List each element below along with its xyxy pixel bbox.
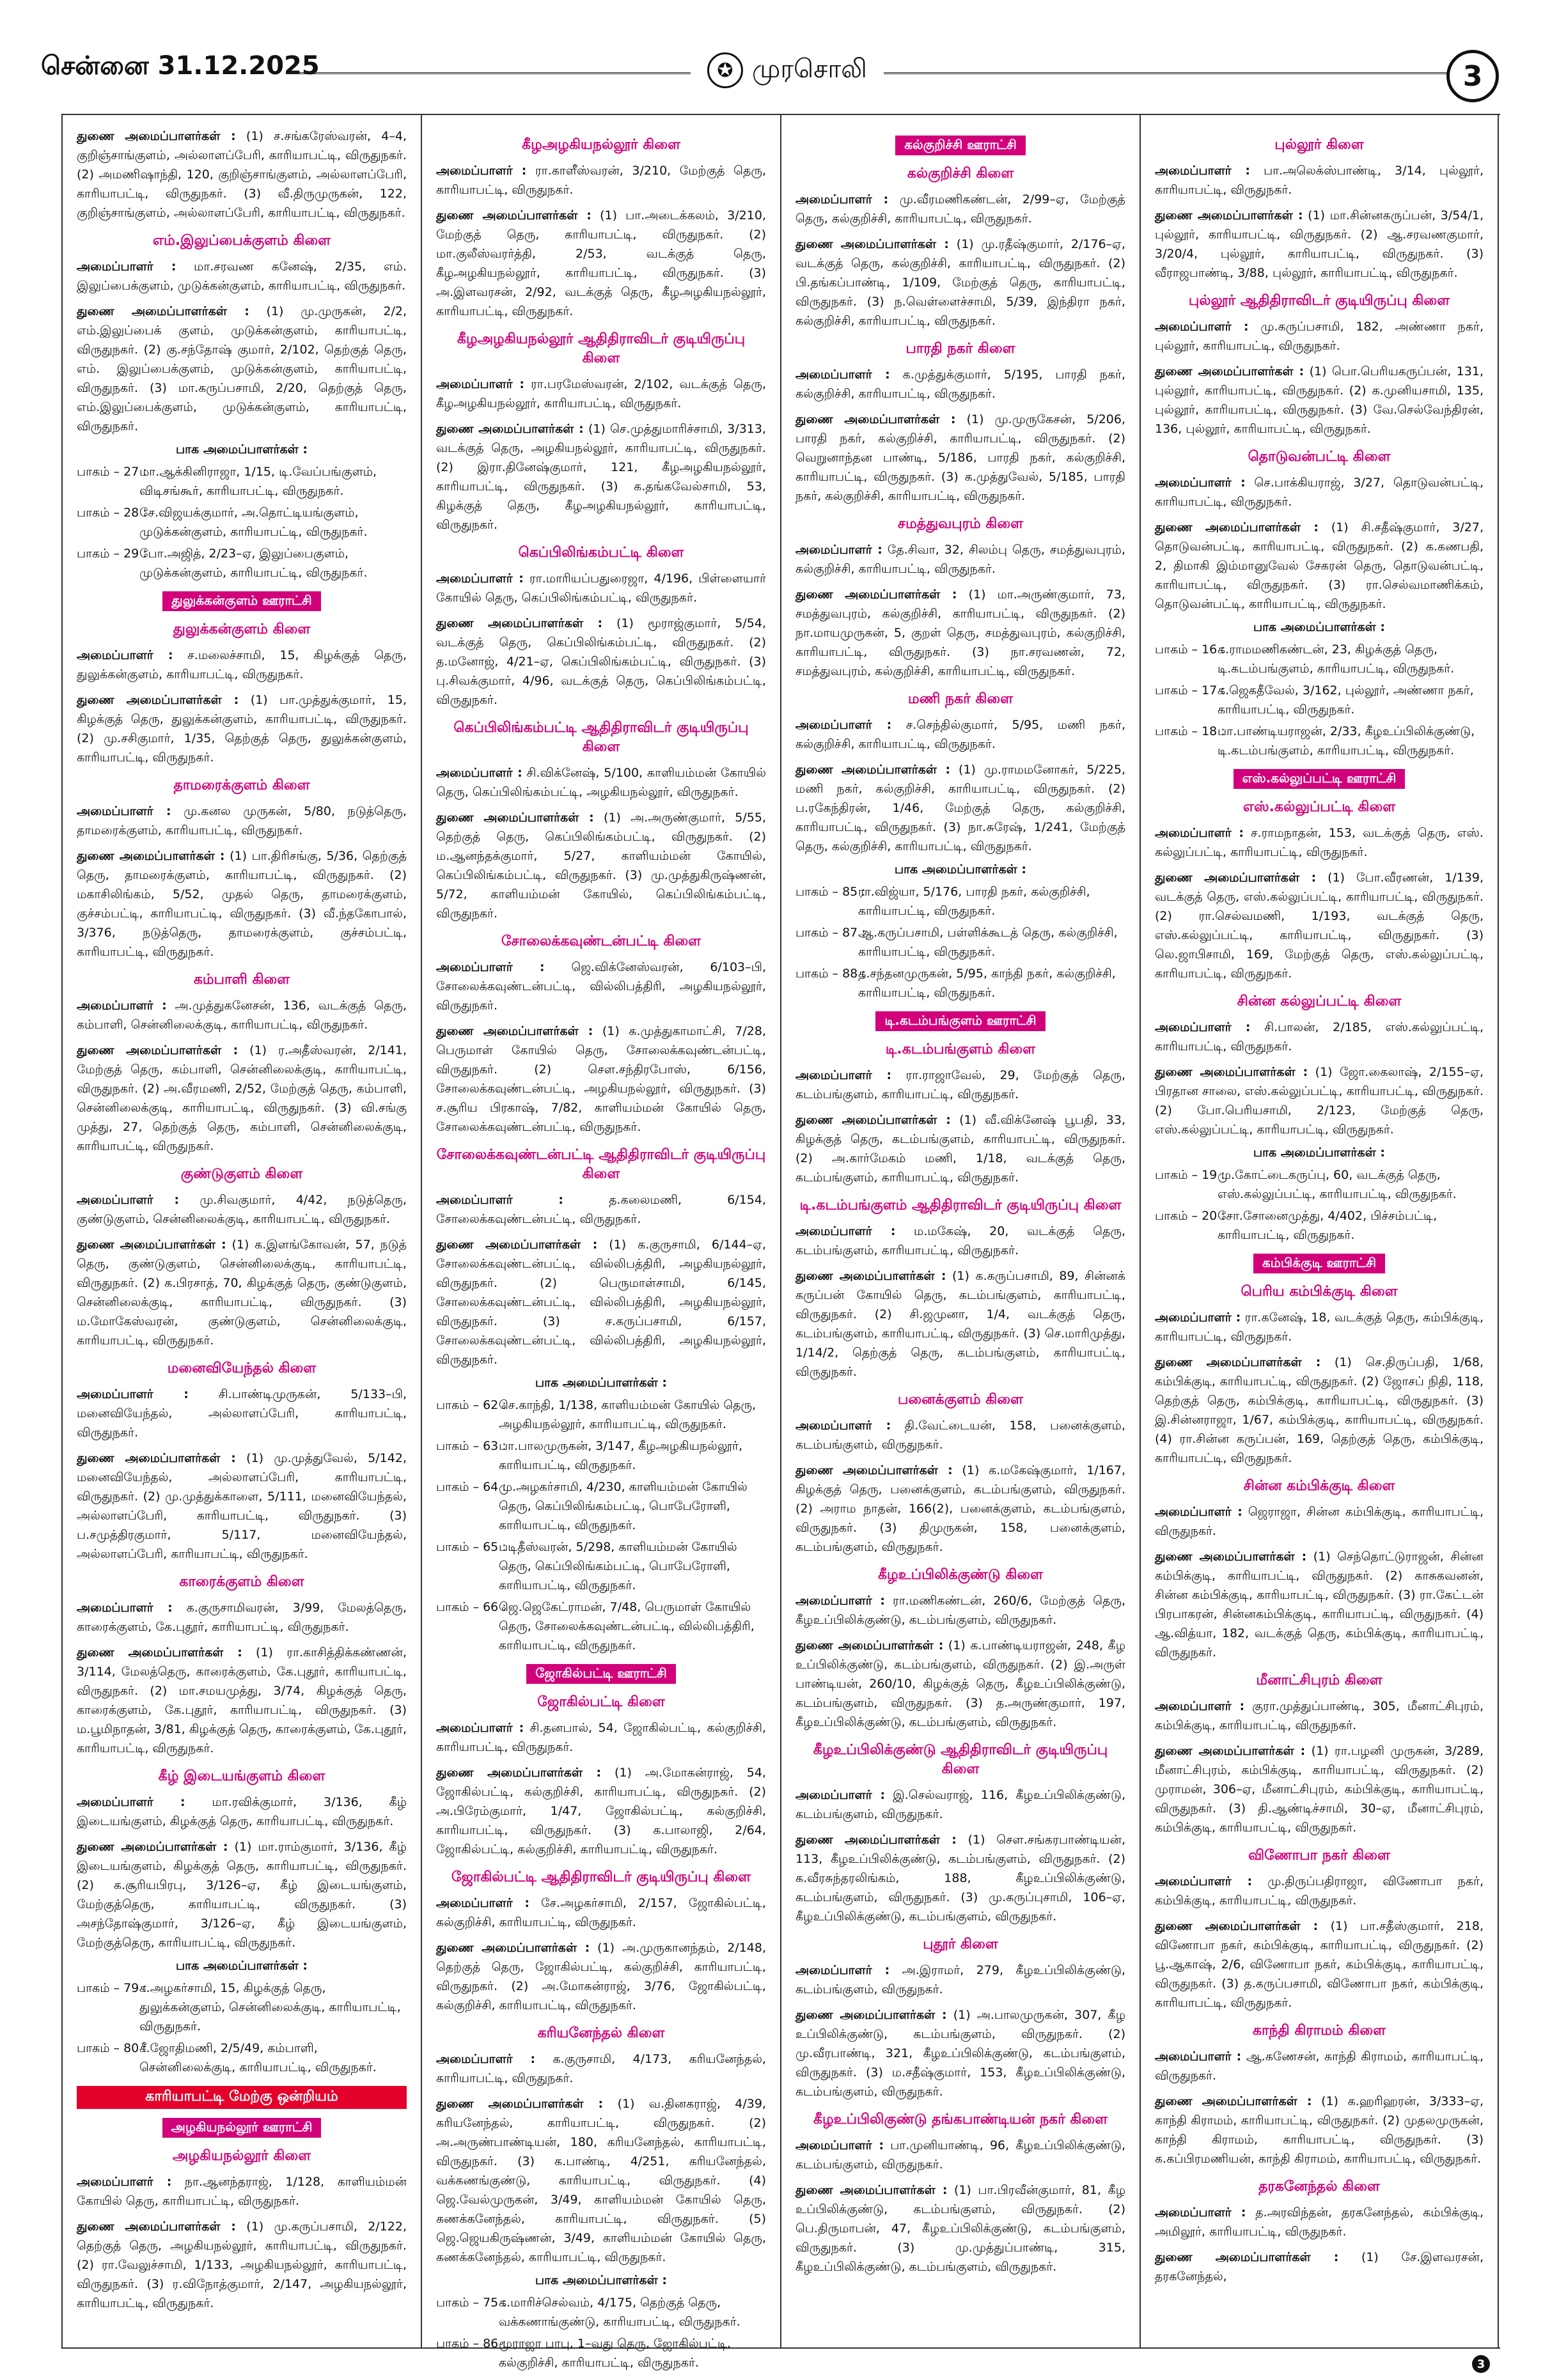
list-item: துணை அமைப்பாளர்கள் : (1) பொ.பெரியகருப்பன், 131, புல்லூர், காரியாபட்டி, விருதுநகர். (2) க.முனியசாமி, 135, புல்லூர், காரியாபட்டி, விருதுநகர். (3) வே.செல்வேந்திரன், 136, புல்லூர், காரியாபட்டி, விருதுநகர். bbox=[1155, 364, 1484, 436]
branch-heading: மனைவியேந்தல் கிளை bbox=[167, 1360, 317, 1376]
list-item: அமைப்பாளர் : ரா.மணிகண்டன், 260/6, மேற்குத் தெரு, கீழஉப்பிலிக்குண்டு, கடம்பங்குளம், விருதுநகர். bbox=[795, 1594, 1126, 1627]
paper-brand bbox=[691, 52, 884, 88]
branch-heading: தாமரைக்குளம் கிளை bbox=[173, 777, 310, 793]
part-row: பாகம் – 64 : மு.அழகர்சாமி, 4/230, காளியம்மன் கோயில் தெரு, கெப்பிலிங்கம்பட்டி, பொபேரோளி, காரியாபட்டி, விருதுநகர். bbox=[436, 1480, 748, 1532]
list-item: அமைப்பாளர் : அ.இராமர், 279, கீழஉப்பிலிக்குண்டு, கடம்பங்குளம், விருதுநகர். bbox=[795, 1963, 1125, 1996]
panchayat-banner: டி.கடம்பங்குளம் ஊராட்சி bbox=[795, 1011, 1125, 1031]
list-item: அமைப்பாளர் : த.அரவிந்தன், தரகனேந்தல், கம்பிக்குடி, அமிலூர், காரியாபட்டி, விருதுநகர். bbox=[1155, 2205, 1484, 2239]
list-item: துணை அமைப்பாளர்கள் : (1) மா.ராம்குமார், 3/136, கீழ் இடையங்குளம், கிழக்குத் தெரு, காரியாபட்டி, விருதுநகர். (2) க.சூரியபிரபு, 3/126–ஏ, கீழ் இடையங்குளம், மேற்குத்தெரு, காரியாபட்டி, விருதுநகர். (3) அசந்தோஷ்குமார், 3/126–ஏ, கீழ் இடையங்குளம், மேற்குத்தெரு, காரியாபட்டி, விருதுநகர். bbox=[77, 1840, 407, 1950]
branch-heading: சோலைக்கவுண்டன்பட்டி கிளை bbox=[501, 933, 701, 949]
list-item: அமைப்பாளர் : தே.சிவா, 32, சிலம்பு தெரு, சமத்துவபுரம், கல்குறிச்சி, காரியாபட்டி, விருதுநகர். bbox=[795, 543, 1126, 576]
branch-heading: சின்ன கம்பிக்குடி கிளை bbox=[1243, 1478, 1395, 1494]
branch-heading: பனைக்குளம் கிளை bbox=[898, 1392, 1023, 1408]
branch-heading: கம்பாளி கிளை bbox=[193, 972, 290, 988]
list-item: துணை அமைப்பாளர்கள் : (1) க.முத்துகாமாட்சி, 7/28, பெருமாள் கோயில் தெரு, சோலைக்கவுண்டன்பட்டி, விருதுநகர். (2) செள.சந்திரபோஸ், 6/156, சோலைக்கவுண்டன்பட்டி, அழகியநல்லூர், விருதுநகர். (3) ச.சூரிய பிரகாஷ், 7/82, காளியம்மன் கோயில் தெரு, சோலைக்கவுண்டன்பட்டி, விருதுநகர். bbox=[436, 1024, 767, 1134]
list-item: துணை அமைப்பாளர்கள் : (1) மு.முத்துவேல், 5/142, மனைவியேந்தல், அல்லாளப்பேரி, காரியாபட்டி, விருதுநகர். (2) மு.முத்துக்காளை, 5/111, மனைவியேந்தல், அல்லாளப்பேரி, காரியாபட்டி, விருதுநகர். (3) ப.சமுத்திரகுமார், 5/117, மனைவியேந்தல், அல்லாளப்பேரி, காரியாபட்டி, விருதுநகர். bbox=[77, 1451, 407, 1561]
list-item: துணை அமைப்பாளர்கள் : (1) அ.அருண்குமார், 5/55, தெற்குத் தெரு, கெப்பிலிங்கம்பட்டி, விருதுநகர். (2) ம.ஆனந்தக்குமார், 5/27, காளியம்மன் கோயில், கெப்பிலிங்கம்பட்டி, விருதுநகர். (3) மு.முத்துகிருஷ்ணன், 5/72, காளியம்மன் கோயில், கெப்பிலிங்கம்பட்டி, விருதுநகர். bbox=[436, 811, 766, 921]
list-item: துணை அமைப்பாளர்கள் : (1) செள.சங்கரபாண்டியன், 113, கீழஉப்பிலிக்குண்டு, கடம்பங்குளம், விருதுநகர். (2) க.வீரசுந்தரலிங்கம், 188, கீழஉப்பிலிக்குண்டு, கடம்பங்குளம், விருதுநகர். (3) மு.கருப்புசாமி, 106–ஏ, கீழஉப்பிலிக்குண்டு, கடம்பங்குளம், விருதுநகர். bbox=[795, 1833, 1125, 1924]
list-item: துணை அமைப்பாளர்கள் : (1) செ.முத்துமாரிச்சாமி, 3/313, வடக்குத் தெரு, அழகியநல்லூர், காரியாபட்டி, விருதுநகர். (2) இரா.தினேஷ்குமார், 121, கீழஅழகியநல்லூர், காரியாபட்டி, விருதுநகர். (3) க.தங்கவேல்சாமி, 53, கிழக்குத் தெரு, கீழஅழகியநல்லூர், காரியாபட்டி, விருதுநகர். bbox=[436, 422, 766, 532]
list-item: துணை அமைப்பாளர்கள் : (1) ர.அதீஸ்வரன், 2/141, மேற்குத் தெரு, கம்பாளி, சென்னிலைக்குடி, காரியாபட்டி, விருதுநகர். (2) அ.வீரமணி, 2/52, மேற்குத் தெரு, கம்பாளி, சென்னிலைக்குடி, காரியாபட்டி, விருதுநகர். (3) வி.சங்கு முத்து, 27, தெற்குத் தெரு, கம்பாளி, சென்னிலைக்குடி, காரியாபட்டி, விருதுநகர். bbox=[77, 1043, 407, 1153]
branch-heading: கீழ் இடையங்குளம் கிளை bbox=[158, 1768, 325, 1784]
branch-heading: கரியனேந்தல் கிளை bbox=[537, 2025, 665, 2041]
list-item: துணை அமைப்பாளர்கள் : (1) மூராஜ்குமார், 5/54, வடக்குத் தெரு, கெப்பிலிங்கம்பட்டி, விருதுநகர். (2) த.மனோஜ், 4/21–ஏ, கெப்பிலிங்கம்பட்டி, விருதுநகர். (3) பு.சிவக்குமார், 4/96, வடக்குத் தெரு, கெப்பிலிங்கம்பட்டி, விருதுநகர். bbox=[436, 616, 766, 707]
list-item: அமைப்பாளர் : ரா.கனேஷ், 18, வடக்குத் தெரு, கம்பிக்குடி, காரியாபட்டி, விருதுநகர். bbox=[1155, 1311, 1484, 1344]
panchayat-banner: எஸ்.கல்லுப்பட்டி ஊராட்சி bbox=[1155, 769, 1484, 789]
list-item: அமைப்பாளர் : க.குருசாமிவரன், 3/99, மேலத்தெரு, காரைக்குளம், கே.புதூர், காரியாபட்டி, விருதுநகர். bbox=[77, 1601, 407, 1634]
list-item: அமைப்பாளர் : மு.கனல முருகன், 5/80, நடுத்தெரு, தாமரைக்குளம், காரியாபட்டி, விருதுநகர். bbox=[77, 804, 407, 837]
branch-heading: அழகியநல்லூர் கிளை bbox=[172, 2148, 311, 2164]
branch-heading: ஜோகில்பட்டி ஆதிதிராவிடர் குடியிருப்பு கிளை bbox=[451, 1869, 751, 1885]
part-row: பாகம் – 63 : பா.பாலமுருகன், 3/147, கீழஅழகியநல்லூர், காரியாபட்டி, விருதுநகர். bbox=[436, 1439, 743, 1472]
branch-heading: தரகனேந்தல் கிளை bbox=[1258, 2179, 1380, 2195]
list-item: அமைப்பாளர் : த.கலைமணி, 6/154, சோலைக்கவுண்டன்பட்டி, விருதுநகர். bbox=[436, 1193, 767, 1226]
dateline: சென்னை 31.12.2025 bbox=[41, 51, 320, 81]
list-item: அமைப்பாளர் : ஜெராஜா, சின்ன கம்பிக்குடி, காரியாபட்டி, விருதுநகர். bbox=[1155, 1505, 1484, 1538]
list-item: அமைப்பாளர் : ரா.மாரியப்பதுரைஜா, 4/196, பிள்ளையார் கோயில் தெரு, கெப்பிலிங்கம்பட்டி, விருதுநகர். bbox=[436, 572, 767, 605]
part-row: பாகம் – 85 : ரா.விஜ்யா, 5/176, பாரதி நகர், கல்குறிச்சி, காரியாபட்டி, விருதுநகர். bbox=[795, 885, 1090, 918]
part-row: பாகம் – 75 : க.மாரிச்செல்வம், 4/175, தெற்குத் தெரு, வக்கணாங்குண்டு, காரியாபட்டி, விருதுநகர். bbox=[436, 2296, 740, 2329]
list-item: துணை அமைப்பாளர்கள் : (1) மா.சின்னகருப்பன், 3/54/1, புல்லூர், காரியாபட்டி, விருதுநகர். (2) ஆ.சரவணகுமார், 3/20/4, புல்லூர், காரியாபட்டி, விருதுநகர். (3) வீராஜபாண்டி, 3/88, புல்லூர், காரியாபட்டி, விருதுநகர். bbox=[1155, 208, 1484, 280]
part-row: பாகம் – 17 : க.ஜெகதீவேல், 3/162, புல்லூர், அண்ணா நகர், காரியாபட்டி, விருதுநகர். bbox=[1155, 683, 1474, 717]
branch-heading: மீனாட்சிபுரம் கிளை bbox=[1256, 1672, 1382, 1688]
subheading: பாக அமைப்பாளர்கள் : bbox=[535, 1376, 667, 1390]
list-item: அமைப்பாளர் : ரா.பரமேஸ்வரன், 2/102, வடக்குத் தெரு, கீழஅழகியநல்லூர், காரியாபட்டி, விருதுநகர். bbox=[436, 377, 767, 410]
part-row: பாகம் – 66 : ஜெ.ஜெகேட்ராமன், 7/48, பெருமாள் கோயில் தெரு, சோலைக்கவுண்டன்பட்டி, வில்லிபத்திரி, காரியாபட்டி, விருதுநகர். bbox=[436, 1600, 755, 1653]
list-item: அமைப்பாளர் : இ.செல்வராஜ், 116, கீழஉப்பிலிக்குண்டு, கடம்பங்குளம், விருதுநகர். bbox=[795, 1788, 1125, 1821]
list-item: அமைப்பாளர் : தி.வேட்டையன், 158, பனைக்குளம், கடம்பங்குளம், விருதுநகர். bbox=[795, 1419, 1125, 1452]
part-row: பாகம் – 62 : செ.காந்தி, 1/138, காளியம்மன் கோயில் தெரு, அழகியநல்லூர், காரியாபட்டி, விருதுநகர். bbox=[436, 1398, 756, 1431]
list-item: அமைப்பாளர் : சி.விக்னேஷ், 5/100, காளியம்மன் கோயில் தெரு, கெப்பிலிங்கம்பட்டி, அழகியநல்லூர், விருதுநகர். bbox=[436, 766, 766, 799]
list-item: அமைப்பாளர் : ஆ.கணேசன், காந்தி கிராமம், காரியாபட்டி, விருதுநகர். bbox=[1155, 2049, 1484, 2083]
list-item: துணை அமைப்பாளர்கள் : (1) பா.திரிசங்கு, 5/36, தெற்குத் தெரு, தாமரைக்குளம், காரியாபட்டி, விருதுநகர். (2) மகாசிலிங்கம், 5/52, முதல் தெரு, தாமரைக்குளம், குச்சம்பட்டி, காரியாபட்டி, விருதுநகர். (3) வீ.ந்தகோபால், 3/376, நடுத்தெரு, தாமரைக்குளம், குச்சம்பட்டி, காரியாபட்டி, விருதுநகர். bbox=[77, 849, 407, 959]
list-item: அமைப்பாளர் : க.முத்துக்குமார், 5/195, பாரதி நகர், கல்குறிச்சி, காரியாபட்டி, விருதுநகர். bbox=[795, 368, 1126, 401]
list-item: அமைப்பாளர் : ரா.ராஜாவேல், 29, மேற்குத் தெரு, கடம்பங்குளம், காரியாபட்டி, விருதுநகர். bbox=[795, 1068, 1126, 1101]
subheading: பாக அமைப்பாளர்கள் : bbox=[1253, 620, 1385, 634]
branch-heading: எஸ்.கல்லுப்பட்டி கிளை bbox=[1242, 799, 1396, 815]
branch-heading: பாரதி நகர் கிளை bbox=[905, 341, 1015, 357]
list-item: அமைப்பாளர் : நா.ஆனந்தராஜ், 1/128, காளியம்மன் கோயில் தெரு, காரியாபட்டி, விருதுநகர். bbox=[77, 2175, 407, 2208]
paper-logo-icon: ✪ bbox=[707, 52, 743, 88]
list-item: அமைப்பாளர் : சி.பாலன், 2/185, எஸ்.கல்லுப்பட்டி, காரியாபட்டி, விருதுநகர். bbox=[1155, 1020, 1484, 1054]
list-item: துணை அமைப்பாளர்கள் : (1) சே.இளவரசன், தரகனேந்தல், bbox=[1155, 2250, 1484, 2283]
list-item: அமைப்பாளர் : ச.செந்தில்குமார், 5/95, மணி நகர், கல்குறிச்சி, காரியாபட்டி, விருதுநகர். bbox=[795, 718, 1126, 751]
list-item: துணை அமைப்பாளர்கள் : (1) மு.முருகேசன், 5/206, பாரதி நகர், கல்குறிச்சி, காரியாபட்டி, விருதுநகர். (2) வெறுனாந்தன பாண்டி, 5/186, பாரதி நகர், கல்குறிச்சி, காரியாபட்டி, விருதுநகர். (3) க.முத்துவேல், 5/185, பாரதி நகர், கல்குறிச்சி, காரியாபட்டி, விருதுநகர். bbox=[795, 412, 1125, 503]
footer-page-number: 3 bbox=[1472, 2355, 1490, 2373]
branch-heading: பெரிய கம்பிக்குடி கிளை bbox=[1241, 1284, 1398, 1300]
list-item: அமைப்பாளர் : மு.திருப்பதிராஜா, விணோபா நகர், கம்பிக்குடி, காரியாபட்டி, விருதுநகர். bbox=[1155, 1874, 1484, 1908]
list-item: அமைப்பாளர் : மு.வீரமணிகண்டன், 2/99–ஏ, மேற்குத் தெரு, கல்குறிச்சி, காரியாபட்டி, விருதுநகர். bbox=[795, 192, 1125, 226]
branch-heading: காரைக்குளம் கிளை bbox=[179, 1574, 304, 1590]
branch-heading: கீழஉப்பிலிக்குண்டு கிளை bbox=[877, 1567, 1044, 1583]
list-item: அமைப்பாளர் : சே.அழகர்சாமி, 2/157, ஜோகில்பட்டி, கல்குறிச்சி, காரியாபட்டி, விருதுநகர். bbox=[436, 1896, 766, 1929]
list-item: துணை அமைப்பாளர்கள் : (1) மு.கருப்பசாமி, 2/122, தெற்குத் தெரு, அழகியநல்லூர், காரியாபட்டி, விருதுநகர். (2) ரா.வேலுச்சாமி, 1/133, அழகியநல்லூர், காரியாபட்டி, விருதுநகர். (3) ர.விநோத்குமார், 2/147, அழகியநல்லூர், காரியாபட்டி, விருதுநகர். bbox=[77, 2220, 407, 2310]
column-1 bbox=[61, 115, 421, 2347]
part-row: பாகம் – 18 : பா.பாண்டியராஜன், 2/33, கீழஉப்பிலிக்குண்டு, டி.கடம்பங்குளம், காரியாபட்டி, விருதுநகர். bbox=[1155, 724, 1475, 758]
branch-heading: மணி நகர் கிளை bbox=[907, 691, 1014, 707]
list-item: துணை அமைப்பாளர்கள் : (1) பா.முத்துக்குமார், 15, கிழக்குத் தெரு, துலுக்கன்குளம், காரியாபட்டி, விருதுநகர். (2) மு.சசிகுமார், 1/35, தெற்குத் தெரு, துலுக்கன்குளம், காரியாபட்டி, விருதுநகர். bbox=[77, 693, 407, 765]
list-item: அமைப்பாளர் : செ.பாக்கியராஜ், 3/27, தொடுவன்பட்டி, காரியாபட்டி, விருதுநகர். bbox=[1155, 476, 1484, 509]
part-row: பாகம் – 19 : மு.கோட்டைகருப்பு, 60, வடக்குத் தெரு, எஸ்.கல்லுப்பட்டி, காரியாபட்டி, விருதுநகர். bbox=[1155, 1168, 1457, 1201]
subheading: பாக அமைப்பாளர்கள் : bbox=[175, 1959, 308, 1973]
branch-heading: சோலைக்கவுண்டன்பட்டி ஆதிதிராவிடர் குடியிருப்பு கிளை bbox=[436, 1147, 766, 1182]
branch-heading: புல்லூர் ஆதிதிராவிடர் குடியிருப்பு கிளை bbox=[1188, 293, 1450, 309]
branch-heading: ஜோகில்பட்டி கிளை bbox=[537, 1694, 665, 1710]
part-row: பாகம் – 65 : படிதீஸ்வரன், 5/298, காளியம்மன் கோயில் தெரு, கெப்பிலிங்கம்பட்டி, பொபேரோளி, காரியாபட்டி, விருதுநகர். bbox=[436, 1540, 737, 1592]
list-item: துணை அமைப்பாளர்கள் : (1) மு.ரதீஷ்குமார், 2/176–ஏ, வடக்குத் தெரு, கல்குறிச்சி, காரியாபட்டி, விருதுநகர். (2) பி.தங்கப்பாண்டி, 1/109, மேற்குத் தெரு, காரியாபட்டி, விருதுநகர். (3) ந.வெள்ளைச்சாமி, 5/39, இந்திரா நகர், கல்குறிச்சி, காரியாபட்டி, விருதுநகர். bbox=[795, 237, 1125, 328]
list-item: துணை அமைப்பாளர்கள் : (1) மு.ராமமனோகர், 5/225, மணி நகர், கல்குறிச்சி, காரியாபட்டி, விருதுநகர். (2) ப.ரகேந்திரன், 1/46, மேற்குத் தெரு, கல்குறிச்சி, காரியாபட்டி, விருதுநகர். (3) நா.சுரேஷ், 1/241, மேற்குத் தெரு, கல்குறிச்சி, காரியாபட்டி, விருதுநகர். bbox=[795, 763, 1125, 853]
list-item: துணை அமைப்பாளர்கள் : (1) ச.சங்கரேஸ்வரன், 4–4, குறிஞ்சாங்குளம், அல்லாளப்பேரி, காரியாபட்டி, விருதுநகர். (2) அமணிஷாந்தி, 120, குறிஞ்சாங்குளம், அல்லாளப்பேரி, காரியாபட்டி, விருதுநகர். (3) வீ.திருமுருகன், 122, குறிஞ்சாங்குளம், அல்லாளப்பேரி, காரியாபட்டி, விருதுநகர். bbox=[77, 129, 407, 220]
part-row: பாகம் – 29 : போ.அஜித், 2/23–ஏ, இலுப்பைகுளம், முடுக்கன்குளம், காரியாபட்டி, விருதுநகர். bbox=[77, 547, 368, 580]
column-4 bbox=[1140, 115, 1499, 2347]
list-item: அமைப்பாளர் : ம.மகேஷ், 20, வடக்குத் தெரு, கடம்பங்குளம், காரியாபட்டி, விருதுநகர். bbox=[795, 1224, 1126, 1257]
list-item: துணை அமைப்பாளர்கள் : (1) க.இளங்கோவன், 57, நடுத் தெரு, குண்டுகுளம், சென்னிலைக்குடி, காரியாபட்டி, விருதுநகர். (2) க.பிரசாத், 70, கிழக்குத் தெரு, குண்டுகுளம், சென்னிலைக்குடி, காரியாபட்டி, விருதுநகர். (3) ம.மோகேஸ்வரன், குண்டுகுளம், சென்னிலைக்குடி, காரியாபட்டி, விருதுநகர். bbox=[77, 1238, 407, 1348]
list-item: அமைப்பாளர் : சி.பாண்டிமுருகன், 5/133–பி, மனைவியேந்தல், அல்லாளப்பேரி, காரியாபட்டி, விருதுநகர். bbox=[77, 1387, 407, 1440]
list-item: அமைப்பாளர் : சி.தனபால், 54, ஜோகில்பட்டி, கல்குறிச்சி, காரியாபட்டி, விருதுநகர். bbox=[436, 1721, 766, 1754]
branch-heading: கீழஅழகியநல்லூர் கிளை bbox=[522, 137, 680, 153]
branch-heading: துலுக்கன்குளம் கிளை bbox=[173, 621, 311, 637]
list-item: அமைப்பாளர் : அ.முத்துகனேசன், 136, வடக்குத் தெரு, கம்பாளி, சென்னிலைக்குடி, காரியாபட்டி, விருதுநகர். bbox=[77, 999, 407, 1032]
part-row: பாகம் – 88 : த.சந்தனமுருகன், 5/95, காந்தி நகர், கல்குறிச்சி, காரியாபட்டி, விருதுநகர். bbox=[795, 967, 1116, 1000]
subheading: பாக அமைப்பாளர்கள் : bbox=[1253, 1146, 1385, 1160]
paper-name: முரசொலி bbox=[752, 54, 867, 84]
subheading: பாக அமைப்பாளர்கள் : bbox=[535, 2273, 667, 2287]
list-item: அமைப்பாளர் : மு.சிவகுமார், 4/42, நடுத்தெரு, குண்டுகுளம், சென்னிலைக்குடி, காரியாபட்டி, விருதுநகர். bbox=[77, 1193, 407, 1226]
list-item: துணை அமைப்பாளர்கள் : (1) ரா.காசித்திக்கண்ணன், 3/114, மேலத்தெரு, காரைக்குளம், கே.புதூர், காரியாபட்டி, விருதுநகர். (2) மா.சமயமுத்து, 3/74, கிழக்குத் தெரு, காரைக்குளம், கே.புதூர், காரியாபட்டி, விருதுநகர். (3) ம.பூமிநாதன், 3/81, கிழக்குத் தெரு, காரைக்குளம், கே.புதூர், காரியாபட்டி, விருதுநகர். bbox=[77, 1645, 407, 1755]
list-item: துணை அமைப்பாளர்கள் : (1) க.ஹரிஹரன், 3/333–ஏ, காந்தி கிராமம், காரியாபட்டி, விருதுநகர். (2) முதலமுருகன், காந்தி கிராமம், காரியாபட்டி, விருதுநகர். (3) க.கப்பிரமணியன், காந்தி கிராமம், காரியாபட்டி, விருதுநகர். bbox=[1155, 2094, 1484, 2166]
list-item: அமைப்பாளர் : ஜெ.விக்னேஸ்வரன், 6/103–பி, சோலைக்கவுண்டன்பட்டி, வில்லிபத்திரி, அழகியநல்லூர், விருதுநகர். bbox=[436, 960, 767, 1013]
article-columns bbox=[61, 114, 1500, 2370]
union-region-banner: காரியாபட்டி மேற்கு ஒன்றியம் bbox=[77, 2086, 407, 2109]
list-item: துணை அமைப்பாளர்கள் : (1) செ.திருப்பதி, 1/68, கம்பிக்குடி, காரியாபட்டி, விருதுநகர். (2) ஜோசப் நிதி, 118, தெற்குத் தெரு, கம்பிக்குடி, காரியாபட்டி, விருதுநகர். (3) இ.சின்னராஜா, 1/67, கம்பிக்குடி, காரியாபட்டி, விருதுநகர். (4) ரா.சின்ன கருப்பன், 169, தெற்குத் தெரு, கம்பிக்குடி, காரியாபட்டி, விருதுநகர். bbox=[1155, 1355, 1484, 1465]
branch-heading: சமத்துவபுரம் கிளை bbox=[897, 516, 1024, 532]
list-item: அமைப்பாளர் : மா.சரவண கனேஷ், 2/35, எம். இலுப்பைக்குளம், முடுக்கன்குளம், காரியாபட்டி, விருதுநகர். bbox=[77, 260, 407, 293]
list-item: துணை அமைப்பாளர்கள் : (1) ரா.பழனி முருகன், 3/289, மீனாட்சிபுரம், கம்பிக்குடி, காரியாபட்டி, விருதுநகர். (2) முராமன், 306–ஏ, மீனாட்சிபுரம், கம்பிக்குடி, காரியாபட்டி, விருதுநகர். (3) தி.ஆண்டிச்சாமி, 30–ஏ, மீனாட்சிபுரம், கம்பிக்குடி, காரியாபட்டி, விருதுநகர். bbox=[1155, 1744, 1484, 1835]
branch-heading: சின்ன கல்லுப்பட்டி கிளை bbox=[1237, 993, 1402, 1009]
list-item: துணை அமைப்பாளர்கள் : (1) பா.சதீஸ்குமார், 218, விணோபா நகர், கம்பிக்குடி, காரியாபட்டி, விருதுநகர். (2) பூ.ஆகாஷ், 2/6, விணோபா நகர், கம்பிக்குடி, காரியாபட்டி, விருதுநகர். (3) த.கருப்பசாமி, விணோபா நகர், கம்பிக்குடி, காரியாபட்டி, விருதுநகர். bbox=[1155, 1919, 1484, 2010]
branch-heading: கெப்பிலிங்கம்பட்டி ஆதிதிராவிடர் குடியிருப்பு கிளை bbox=[453, 720, 749, 755]
part-row: பாகம் – 86 : மூராஜா பாபு, 1–வது தெரு, ஜோகில்பட்டி, கல்குறிச்சி, காரியாபட்டி, விருதுநகர். bbox=[436, 2337, 732, 2370]
panchayat-banner: துலுக்கன்குளம் ஊராட்சி bbox=[77, 591, 407, 611]
list-item: அமைப்பாளர் : பா.அலெக்ஸ்பாண்டி, 3/14, புல்லூர், காரியாபட்டி, விருதுநகர். bbox=[1155, 164, 1484, 197]
part-row: பாகம் – 27 : மா.ஆக்கினிராஜா, 1/15, டி.வேப்பங்குளம், விடிசங்கூர், காரியாபட்டி, விருதுநகர். bbox=[77, 465, 377, 498]
part-row: பாகம் – 20 : சோ.சோனைமுத்து, 4/402, பிச்சம்பட்டி, காரியாபட்டி, விருதுநகர். bbox=[1155, 1209, 1437, 1242]
list-item: துணை அமைப்பாளர்கள் : (1) வ.தினகராஜ், 4/39, கரியனேந்தல், காரியாபட்டி, விருதுநகர். (2) அ.அருண்பாண்டியன், 180, கரியனேந்தல், காரியாபட்டி, விருதுநகர். (3) க.பாண்டி, 4/251, கரியனேந்தல், வக்கணங்குண்டு, காரியாபட்டி, விருதுநகர். (4) ஜெ.வேல்முருகன், 3/49, காளியம்மன் கோயில் தெரு, கணக்கனேந்தல், காரியாபட்டி, விருதுநகர். (5) ஜெ.ஜெயகிருஷ்ணன், 3/49, காளியம்மன் கோயில் தெரு, கணக்கனேந்தல், காரியாபட்டி, விருதுநகர். bbox=[436, 2097, 766, 2264]
subheading: பாக அமைப்பாளர்கள் : bbox=[894, 862, 1026, 876]
page-number-badge: 3 bbox=[1446, 50, 1499, 102]
list-item: துணை அமைப்பாளர்கள் : (1) ஜோ.கைலாஷ், 2/155–ஏ, பிரதான சாலை, எஸ்.கல்லுப்பட்டி, காரியாபட்டி, விருதுநகர். (2) போ.பெரியசாமி, 2/123, மேற்குத் தெரு, எஸ்.கல்லுப்பட்டி, காரியாபட்டி, விருதுநகர். bbox=[1155, 1065, 1484, 1137]
part-row: பாகம் – 87 : ஆ.கருப்பசாமி, பள்ளிக்கூடத் தெரு, கல்குறிச்சி, காரியாபட்டி, விருதுநகர். bbox=[795, 926, 1118, 959]
panchayat-banner: ஜோகில்பட்டி ஊராட்சி bbox=[436, 1664, 766, 1684]
column-3 bbox=[780, 115, 1140, 2347]
list-item: அமைப்பாளர் : ச.மலைச்சாமி, 15, கிழக்குத் தெரு, துலுக்கன்குளம், காரியாபட்டி, விருதுநகர். bbox=[77, 648, 407, 681]
panchayat-banner: கம்பிக்குடி ஊராட்சி bbox=[1155, 1254, 1484, 1273]
branch-heading: குண்டுகுளம் கிளை bbox=[180, 1166, 303, 1182]
branch-heading: தொடுவன்பட்டி கிளை bbox=[1248, 449, 1391, 465]
part-row: பாகம் – 28 : சே.விஜயக்குமார், அ.தொட்டியங்குளம், முடுக்கன்குளம், காரியாபட்டி, விருதுநகர். bbox=[77, 506, 368, 539]
list-item: அமைப்பாளர் : மு.கருப்பசாமி, 182, அண்ணா நகர், புல்லூர், காரியாபட்டி, விருதுநகர். bbox=[1155, 320, 1484, 353]
panchayat-banner: கல்குறிச்சி ஊராட்சி bbox=[795, 136, 1125, 155]
list-item: அமைப்பாளர் : ரா.காளீஸ்வரன், 3/210, மேற்குத் தெரு, காரியாபட்டி, விருதுநகர். bbox=[436, 164, 766, 197]
list-item: துணை அமைப்பாளர்கள் : (1) போ.வீரணன், 1/139, வடக்குத் தெரு, எஸ்.கல்லுப்பட்டி, காரியாபட்டி, விருதுநகர். (2) ரா.செல்வமணி, 1/193, வடக்குத் தெரு, எஸ்.கல்லுப்பட்டி, காரியாபட்டி, விருதுநகர். (3) லெ.ஜாபிசாமி, 169, மேற்குத் தெரு, எஸ்.கல்லுப்பட்டி, காரியாபட்டி, விருதுநகர். bbox=[1155, 871, 1484, 981]
branch-heading: கீழஅழகியநல்லூர் ஆதிதிராவிடர் குடியிருப்பு கிளை bbox=[457, 331, 746, 366]
list-item: துணை அமைப்பாளர்கள் : (1) மா.அருண்குமார், 73, சமத்துவபுரம், கல்குறிச்சி, காரியாபட்டி, விருதுநகர். (2) நா.மாயமுருகன், 5, குறள் தெரு, சமத்துவபுரம், கல்குறிச்சி, காரியாபட்டி, விருதுநகர். (3) நா.சரவணன், 72, சமத்துவபுரம், கல்குறிச்சி, காரியாபட்டி, விருதுநகர். bbox=[795, 587, 1125, 678]
list-item: துணை அமைப்பாளர்கள் : (1) க.குருசாமி, 6/144–ஏ, சோலைக்கவுண்டன்பட்டி, வில்லிபத்திரி, அழகியநல்லூர், விருதுநகர். (2) பெருமாள்சாமி, 6/145, சோலைக்கவுண்டன்பட்டி, வில்லிபத்திரி, அழகியநல்லூர், விருதுநகர். (3) ச.கருப்பசாமி, 6/157, சோலைக்கவுண்டன்பட்டி, வில்லிபத்திரி, அழகியநல்லூர், விருதுநகர். bbox=[436, 1238, 766, 1367]
branch-heading: கல்குறிச்சி கிளை bbox=[907, 166, 1014, 182]
list-item: அமைப்பாளர் : க.குருசாமி, 4/173, கரியனேந்தல், காரியாபட்டி, விருதுநகர். bbox=[436, 2052, 767, 2085]
branch-heading: காந்தி கிராமம் கிளை bbox=[1252, 2023, 1386, 2039]
list-item: துணை அமைப்பாளர்கள் : (1) சி.சதீஷ்குமார், 3/27, தொடுவன்பட்டி, காரியாபட்டி, விருதுநகர். (2) க.கணபதி, 2, திமாகி இம்மானுவேல் சேகரன் தெரு, தொடுவன்பட்டி, காரியாபட்டி, விருதுநகர். (3) ரா.செல்வமாணிக்கம், தொடுவன்பட்டி, காரியாபட்டி, விருதுநகர். bbox=[1155, 520, 1484, 611]
list-item: துணை அமைப்பாளர்கள் : (1) க.பாண்டியராஜன், 248, கீழ உப்பிலிக்குண்டு, கடம்பங்குளம், விருதுநகர். (2) இ.அருள் பாண்டியன், 260/10, கிழக்குத் தெரு, கீழஉப்பிலிக்குண்டு, கடம்பங்குளம், விருதுநகர். (3) த.அருண்குமார், 197, கீழஉப்பிலிக்குண்டு, கடம்பங்குளம், விருதுநகர். bbox=[795, 1638, 1125, 1729]
branch-heading: புல்லூர் கிளை bbox=[1274, 137, 1364, 153]
list-item: துணை அமைப்பாளர்கள் : (1) அ.முருகானந்தம், 2/148, தெற்குத் தெரு, ஜோகில்பட்டி, கல்குறிச்சி, காரியாபட்டி, விருதுநகர். (2) அ.மோகன்ராஜ், 3/76, ஜோகில்பட்டி, கல்குறிச்சி, காரியாபட்டி, விருதுநகர். bbox=[436, 1941, 766, 2012]
masthead bbox=[0, 0, 1543, 112]
list-item: அமைப்பாளர் : மா.ரவிக்குமார், 3/136, கீழ் இடையங்குளம், கிழக்குத் தெரு, காரியாபட்டி, விருதுநகர். bbox=[77, 1795, 407, 1828]
list-item: துணை அமைப்பாளர்கள் : (1) பா.பிரவீன்குமார், 81, கீழ உப்பிலிக்குண்டு, கடம்பங்குளம், விருதுநகர். (2) பெ.திருமாபன், 47, கீழஉப்பிலிக்குண்டு, கடம்பங்குளம், விருதுநகர். (3) மு.முத்துப்பாண்டி, 315, கீழஉப்பிலிக்குண்டு, கடம்பங்குளம், விருதுநகர். bbox=[795, 2183, 1126, 2274]
list-item: துணை அமைப்பாளர்கள் : (1) வீ.விக்னேஷ் பூபதி, 33, கிழக்குத் தெரு, கடம்பங்குளம், காரியாபட்டி, விருதுநகர். (2) அ.கார்மேகம் மணி, 1/18, வடக்குத் தெரு, கடம்பங்குளம், காரியாபட்டி, விருதுநகர். bbox=[795, 1113, 1125, 1185]
branch-heading: டி.கடம்பங்குளம் ஆதிதிராவிடர் குடியிருப்பு கிளை bbox=[799, 1197, 1122, 1213]
panchayat-banner: அழகியநல்லூர் ஊராட்சி bbox=[77, 2118, 407, 2138]
branch-heading: விணோபா நகர் கிளை bbox=[1248, 1847, 1390, 1863]
list-item: அமைப்பாளர் : பா.முனியாண்டி, 96, கீழஉப்பிலிக்குண்டு, கடம்பங்குளம், விருதுநகர். bbox=[795, 2138, 1125, 2172]
column-2 bbox=[421, 115, 780, 2370]
list-item: அமைப்பாளர் : ச.ராமநாதன், 153, வடக்குத் தெரு, எஸ். கல்லுப்பட்டி, காரியாபட்டி, விருதுநகர். bbox=[1155, 826, 1484, 859]
branch-heading: கீழஉப்பிலிகுண்டு தங்கபாண்டியன் நகர் கிளை bbox=[813, 2112, 1108, 2127]
list-item: துணை அமைப்பாளர்கள் : (1) க.மகேஷ்குமார், 1/167, கிழக்குத் தெரு, பனைக்குளம், கடம்பங்குளம், விருதுநகர். (2) அராம நாதன், 166(2), பனைக்குளம், கடம்பங்குளம், விருதுநகர். (3) திமுருகன், 158, பனைக்குளம், கடம்பங்குளம், விருதுநகர். bbox=[795, 1463, 1125, 1554]
branch-heading: புதூர் கிளை bbox=[923, 1936, 998, 1952]
list-item: துணை அமைப்பாளர்கள் : (1) செந்தொட்டுராஜன், சின்ன கம்பிக்குடி, காரியாபட்டி, விருதுநகர். (2) காசுகவனன், சின்ன கம்பிக்குடி, காரியாபட்டி, விருதுநகர். (3) ரா.கேட்டன் பிரபாகரன், சின்னகம்பிக்குடி, காரியாபட்டி, விருதுநகர். (4) ஆ.வித்யா, 182, வடக்குத் தெரு, கம்பிக்குடி, காரியாபட்டி, விருதுநகர். bbox=[1155, 1550, 1484, 1660]
list-item: துணை அமைப்பாளர்கள் : (1) க.கருப்பசாமி, 89, சின்னக் கருப்பன் கோயில் தெரு, கடம்பங்குளம், காரியாபட்டி, விருதுநகர். (2) சி.ஜமுனா, 1/4, வடக்குத் தெரு, கடம்பங்குளம், காரியாபட்டி, விருதுநகர். (3) செ.மாரிமுத்து, 1/14/2, தெற்குத் தெரு, கடம்பங்குளம், காரியாபட்டி, விருதுநகர். bbox=[795, 1269, 1126, 1379]
branch-heading: டி.கடம்பங்குளம் கிளை bbox=[885, 1041, 1036, 1057]
part-row: பாகம் – 79 : ச.அழகர்சாமி, 15, கிழக்குத் தெரு, துலுக்கன்குளம், சென்னிலைக்குடி, காரியாபட்டி, விருதுநகர். bbox=[77, 1981, 401, 2034]
list-item: துணை அமைப்பாளர்கள் : (1) அ.மோகன்ராஜ், 54, ஜோகில்பட்டி, கல்குறிச்சி, காரியாபட்டி, விருதுநகர். (2) அ.பிரேம்குமார், 1/47, ஜோகில்பட்டி, கல்குறிச்சி, காரியாபட்டி, விருதுநகர். (3) க.பாலாஜி, 2/64, ஜோகில்பட்டி, கல்குறிச்சி, காரியாபட்டி, விருதுநகர். bbox=[436, 1766, 766, 1856]
list-item: துணை அமைப்பாளர்கள் : (1) அ.பாலமுருகன், 307, கீழ உப்பிலிக்குண்டு, கடம்பங்குளம், விருதுநகர். (2) மு.வீரபாண்டி, 321, கீழஉப்பிலிக்குண்டு, கடம்பங்குளம், விருதுநகர். (3) ம.சதீஷ்குமார், 153, கீழஉப்பிலிக்குண்டு, கடம்பங்குளம், விருதுநகர். bbox=[795, 2008, 1126, 2099]
part-row: பாகம் – 80 : சீ.ஜோதிமணி, 2/5/49, கம்பாளி, சென்னிலைக்குடி, காரியாபட்டி, விருதுநகர். bbox=[77, 2041, 377, 2074]
list-item: துணை அமைப்பாளர்கள் : (1) பா.அடைக்கலம், 3/210, மேற்குத் தெரு, காரியாபட்டி, விருதுநகர். (2) மா.குலீஸ்வரர்த்தி, 2/53, வடக்குத் தெரு, கீழஅழகியநல்லூர், காரியாபட்டி, விருதுநகர். (3) அ.இளவரசன், 2/92, வடக்குத் தெரு, கீழஅழகியநல்லூர், காரியாபட்டி, விருதுநகர். bbox=[436, 208, 766, 318]
part-row: பாகம் – 16 : க.ராமமணிகண்டன், 23, கிழக்குத் தெரு, டி.கடம்பங்குளம், காரியாபட்டி, விருதுநகர். bbox=[1155, 642, 1455, 676]
branch-heading: எம்.இலுப்பைக்குளம் கிளை bbox=[152, 233, 331, 249]
branch-heading: கீழஉப்பிலிக்குண்டு ஆதிதிராவிடர் குடியிருப்பு கிளை bbox=[813, 1742, 1108, 1777]
subheading: பாக அமைப்பாளர்கள் : bbox=[175, 442, 308, 456]
list-item: துணை அமைப்பாளர்கள் : (1) மு.முருகன், 2/2, எம்.இலுப்பைக் குளம், முடுக்கன்குளம், காரியாபட்டி, விருதுநகர். (2) கு.சந்தோஷ் குமார், 2/102, தெற்குத் தெரு, எம். இலுப்பைக்குளம், முடுக்கன்குளம், காரியாபட்டி, விருதுநகர். (3) மா.கருப்பசாமி, 2/20, தெற்குத் தெரு, எம்.இலுப்பைக்குளம், முடுக்கன்குளம், காரியாபட்டி, விருதுநகர். bbox=[77, 304, 407, 433]
branch-heading: கெப்பிலிங்கம்பட்டி கிளை bbox=[518, 545, 684, 561]
list-item: அமைப்பாளர் : குரா.முத்துப்பாண்டி, 305, மீனாட்சிபுரம், கம்பிக்குடி, காரியாபட்டி, விருதுநகர். bbox=[1155, 1699, 1484, 1732]
